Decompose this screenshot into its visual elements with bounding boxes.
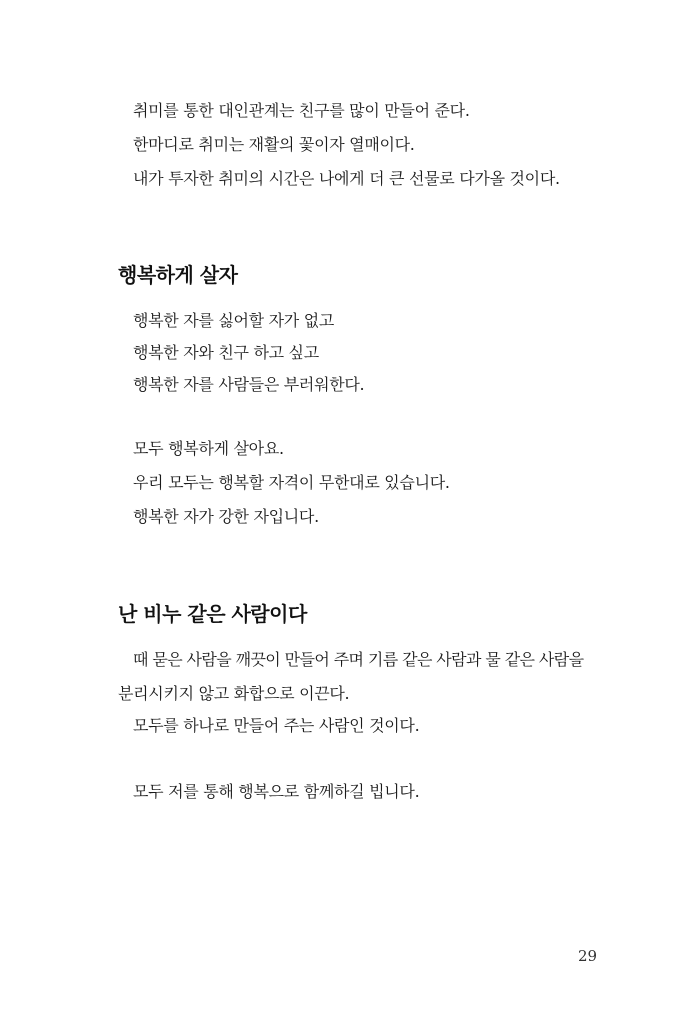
body-line: 모두를 하나로 만들어 주는 사람인 것이다. xyxy=(133,716,420,735)
body-line: 행복한 자를 싫어할 자가 없고 xyxy=(133,311,335,330)
body-line: 행복한 자와 친구 하고 싶고 xyxy=(133,343,319,362)
body-line: 때 묻은 사람을 깨끗이 만들어 주며 기름 같은 사람과 물 같은 사람을 xyxy=(133,650,584,669)
body-line: 취미를 통한 대인관계는 친구를 많이 만들어 준다. xyxy=(133,101,470,120)
body-line: 행복한 자가 강한 자입니다. xyxy=(133,507,319,526)
body-line: 모두 행복하게 살아요. xyxy=(133,439,284,458)
body-line: 내가 투자한 취미의 시간은 나에게 더 큰 선물로 다가올 것이다. xyxy=(133,169,560,188)
section-heading: 행복하게 살자 xyxy=(118,263,238,287)
body-line: 분리시키지 않고 화합으로 이끈다. xyxy=(118,684,350,703)
page-number: 29 xyxy=(578,947,598,965)
section-heading: 난 비누 같은 사람이다 xyxy=(118,602,307,626)
body-line: 우리 모두는 행복할 자격이 무한대로 있습니다. xyxy=(133,473,450,492)
body-line: 행복한 자를 사람들은 부러워한다. xyxy=(133,375,365,394)
body-line: 모두 저를 통해 행복으로 함께하길 빕니다. xyxy=(133,782,420,801)
body-line: 한마디로 취미는 재활의 꽃이자 열매이다. xyxy=(133,135,415,154)
